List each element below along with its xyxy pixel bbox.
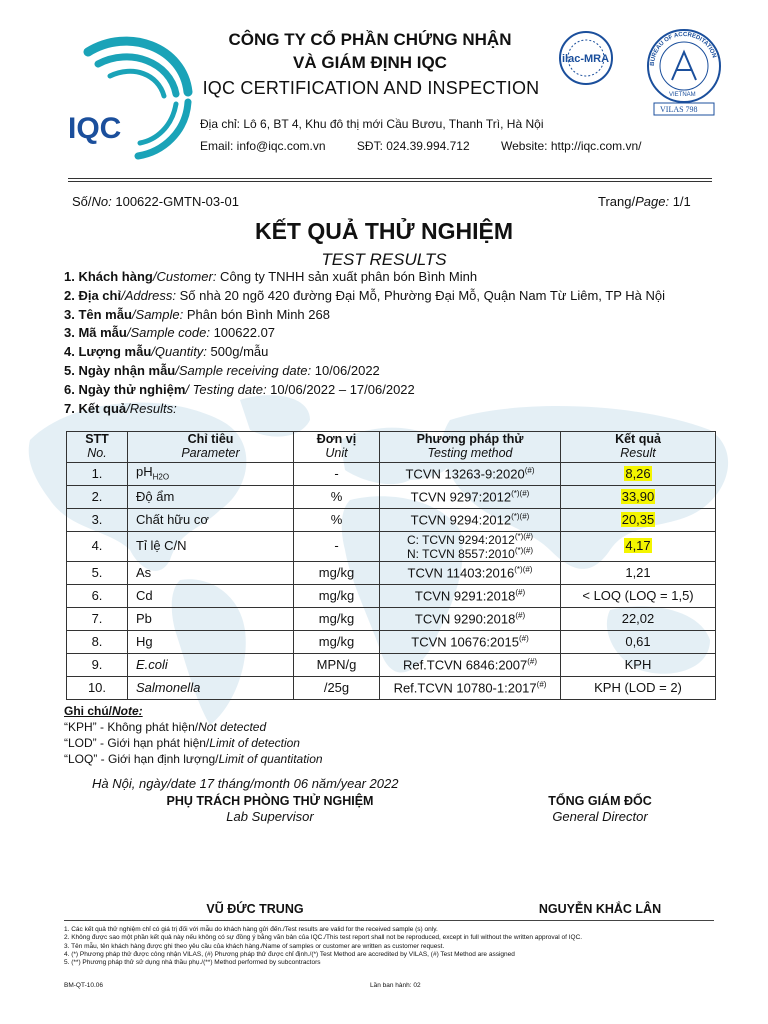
cell-no: 7.: [67, 608, 128, 631]
table-row: [67, 585, 716, 608]
vilas-number: VILAS 798: [660, 105, 698, 114]
table-row: [67, 654, 716, 677]
info-line: 3. Tên mẫu/Sample: Phân bón Bình Minh 268: [64, 306, 330, 322]
cell-result: 20,35: [561, 509, 716, 532]
footnote-line: 3. Tên mẫu, tên khách hàng được ghi theo yêu cầu của khách hàng./Name of samples or customer are written as customer request.: [64, 942, 445, 950]
footnote-line: 2. Không được sao một phần kết quả này nếu không có sự đồng ý bằng văn bản của IQC./This test report shall not be reproduced, except in full without the written approval of IQC.: [64, 934, 583, 942]
col-unit: Đơn vị Unit: [294, 432, 380, 463]
cell-method: Ref.TCVN 6846:2007(#): [380, 654, 561, 677]
cell-result: 33,90: [561, 486, 716, 509]
notes-title: Ghi chú/Note:: [64, 704, 143, 718]
company-contacts: [200, 139, 680, 153]
cell-unit: MPN/g: [294, 654, 380, 677]
col-result: Kết quả Result: [561, 432, 716, 463]
form-code: BM-QT-10.06: [64, 982, 104, 989]
cell-method: TCVN 9290:2018(#): [380, 608, 561, 631]
cell-no: 8.: [67, 631, 128, 654]
info-line: 7. Kết quả/Results:: [64, 400, 177, 416]
company-phone: SĐT: 024.39.994.712: [356, 139, 470, 153]
lab-supervisor-title: PHỤ TRÁCH PHÒNG THỬ NGHIỆM: [166, 794, 374, 808]
cell-parameter: Salmonella: [128, 677, 294, 700]
cell-parameter: Chất hữu cơ: [128, 509, 294, 532]
issue-number: Lần ban hành: 02: [370, 982, 421, 989]
cell-unit: %: [294, 486, 380, 509]
lab-supervisor-subtitle: Lab Supervisor: [226, 809, 314, 824]
cell-result: < LOQ (LOQ = 1,5): [561, 585, 716, 608]
table-row: [67, 463, 716, 486]
company-name-vn-line1: CÔNG TY CỔ PHẦN CHỨNG NHẬN: [228, 30, 512, 49]
cell-no: 10.: [67, 677, 128, 700]
table-row: [67, 562, 716, 585]
director-name: NGUYỄN KHẮC LÂN: [538, 902, 662, 916]
info-line: 2. Địa chỉ/Address: Số nhà 20 ngõ 420 đường Đại Mỗ, Phường Đại Mỗ, Quận Nam Từ Liêm, TP Hà Nội: [64, 287, 666, 303]
header-divider-2: [68, 181, 712, 182]
table-row: [67, 532, 716, 562]
company-address: Địa chỉ: Lô 6, BT 4, Khu đô thị mới Cầu Bươu, Thanh Trì, Hà Nội: [200, 117, 544, 131]
cell-result: 8,26: [561, 463, 716, 486]
cell-method: TCVN 9291:2018(#): [380, 585, 561, 608]
company-name-en: IQC CERTIFICATION AND INSPECTION: [202, 78, 540, 98]
footnote-line: 4. (*) Phương pháp thử được công nhận VILAS, (#) Phương pháp thử được chỉ định./(*) Test Method are accredited by VILAS, (#) Test Method are assigned: [64, 950, 515, 958]
cell-unit: -: [294, 463, 380, 486]
cell-method: TCVN 9297:2012(*)(#): [380, 486, 561, 509]
cell-parameter: E.coli: [128, 654, 294, 677]
ilac-mra-text: ilac-MRA: [562, 53, 610, 65]
footer-divider: [64, 920, 714, 921]
cell-method: Ref.TCVN 10780-1:2017(#): [380, 677, 561, 700]
cell-method: TCVN 11403:2016(*)(#): [380, 562, 561, 585]
cell-no: 1.: [67, 463, 128, 486]
header-divider: [68, 178, 712, 179]
cell-unit: mg/kg: [294, 608, 380, 631]
cell-result: 1,21: [561, 562, 716, 585]
cell-result: 4,17: [561, 532, 716, 562]
cell-parameter: Pb: [128, 608, 294, 631]
cell-unit: /25g: [294, 677, 380, 700]
iqc-logo: [58, 32, 198, 162]
info-line: 5. Ngày nhận mẫu/Sample receiving date: 10/06/2022: [64, 363, 380, 378]
report-title-vn: KẾT QUẢ THỬ NGHIỆM: [254, 218, 514, 244]
cell-parameter: Độ ẩm: [128, 486, 294, 509]
cell-method: TCVN 10676:2015(#): [380, 631, 561, 654]
cell-unit: mg/kg: [294, 585, 380, 608]
table-row: [67, 509, 716, 532]
notes: [64, 703, 323, 767]
info-line: 4. Lượng mẫu/Quantity: 500g/mẫu: [64, 344, 269, 360]
col-method: Phương pháp thử Testing method: [380, 432, 561, 463]
cell-parameter: Hg: [128, 631, 294, 654]
results-table: [66, 431, 716, 700]
company-name-vn-line2: VÀ GIÁM ĐỊNH IQC: [293, 53, 447, 72]
table-row: [67, 677, 716, 700]
cell-unit: mg/kg: [294, 562, 380, 585]
cell-unit: -: [294, 532, 380, 562]
cell-method: TCVN 9294:2012(*)(#): [380, 509, 561, 532]
info-line: 1. Khách hàng/Customer: Công ty TNHH sản xuất phân bón Bình Minh: [64, 269, 478, 284]
table-row: [67, 486, 716, 509]
info-line: 3. Mã mẫu/Sample code: 100622.07: [64, 325, 276, 341]
lab-supervisor-name: VŨ ĐỨC TRUNG: [206, 902, 304, 916]
table-header-row: [67, 432, 716, 463]
cell-result: KPH (LOD = 2): [561, 677, 716, 700]
footnotes: [64, 926, 724, 967]
footnote-line: 5. (**) Phương pháp thử sử dụng nhà thầu phụ./(**) Method performed by subcontractors: [64, 959, 321, 967]
iqc-logo-text: IQC: [68, 112, 122, 145]
cell-no: 6.: [67, 585, 128, 608]
col-no: STT No.: [67, 432, 128, 463]
boa-country: VIETNAM: [669, 92, 696, 98]
table-row: [67, 608, 716, 631]
page-number: Trang/Page: 1/1: [598, 194, 691, 209]
note-line: “LOD” - Giới hạn phát hiện/Limit of detection: [64, 736, 300, 750]
cell-unit: mg/kg: [294, 631, 380, 654]
signing-date: Hà Nội, ngày/date 17 tháng/month 06 năm/year 2022: [92, 776, 399, 791]
cell-parameter: Tỉ lệ C/N: [128, 532, 294, 562]
company-email: Email: info@iqc.com.vn: [200, 139, 326, 153]
note-line: “LOQ” - Giới hạn định lượng/Limit of quantitation: [64, 752, 323, 766]
col-parameter: Chỉ tiêu Parameter: [128, 432, 294, 463]
cell-no: 2.: [67, 486, 128, 509]
info-line: 6. Ngày thử nghiệm/ Testing date: 10/06/2022 – 17/06/2022: [64, 381, 415, 397]
cell-result: 0,61: [561, 631, 716, 654]
boa-arc-text: BUREAU OF ACCREDITATION: [649, 31, 717, 67]
cell-parameter: $pH_{H2O}$: [128, 463, 294, 486]
cell-parameter: Cd: [128, 585, 294, 608]
cell-no: 4.: [67, 532, 128, 562]
report-title-en: TEST RESULTS: [321, 250, 447, 269]
table-row: [67, 631, 716, 654]
cell-unit: %: [294, 509, 380, 532]
company-website: Website: http://iqc.com.vn/: [501, 139, 642, 153]
footnote-line: 1. Các kết quả thử nghiệm chỉ có giá trị đối với mẫu do khách hàng gửi đến./Test results are valid for the received sample (s) only.: [64, 926, 438, 933]
cell-no: 9.: [67, 654, 128, 677]
director-title: TỔNG GIÁM ĐỐC: [548, 794, 652, 808]
document-number: Số/No: 100622-GMTN-03-01: [72, 194, 239, 209]
cell-no: 3.: [67, 509, 128, 532]
note-line: “KPH” - Không phát hiện/Not detected: [64, 720, 267, 734]
cell-method: TCVN 13263-9:2020(#): [380, 463, 561, 486]
director-subtitle: General Director: [552, 809, 648, 824]
cell-result: KPH: [561, 654, 716, 677]
cell-no: 5.: [67, 562, 128, 585]
accreditation-logos: [556, 26, 736, 116]
cell-parameter: As: [128, 562, 294, 585]
cell-result: 22,02: [561, 608, 716, 631]
cell-method: C: TCVN 9294:2012(*)(#) N: TCVN 8557:2010(*)(#): [380, 532, 561, 562]
